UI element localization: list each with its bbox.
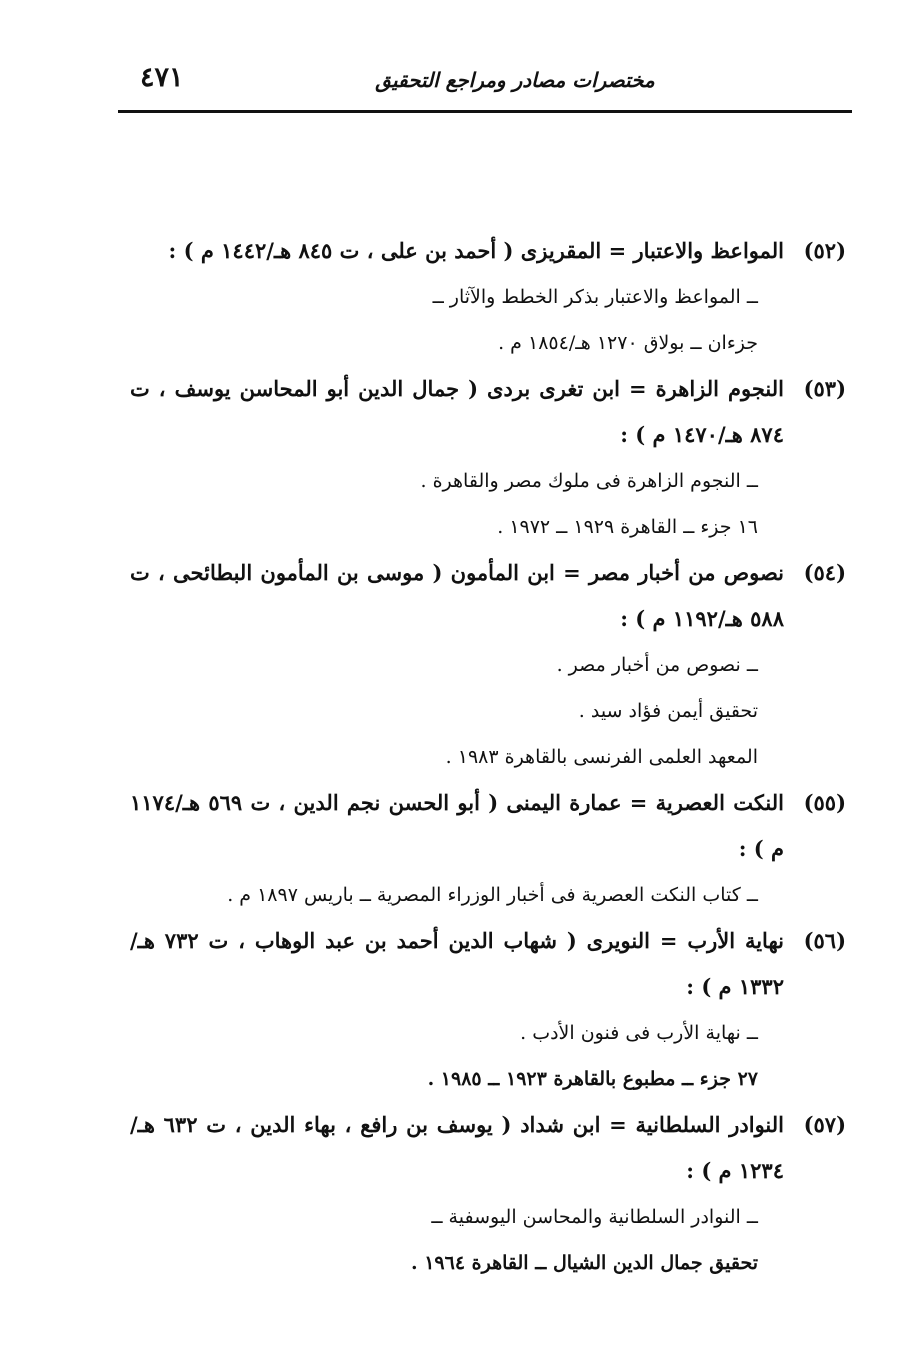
entry-line: جزءان ــ بولاق ١٢٧٠ هـ/١٨٥٤ م . [498,332,758,354]
reference-entry-57 [130,1102,846,1286]
entry-heading [130,228,846,274]
entry-line: ــ المواعظ والاعتبار بذكر الخطط والآثار ــ [432,286,758,308]
reference-entry-52 [130,228,846,366]
entry-number: (٥٤) [803,560,846,585]
entry-number: (٥٥) [803,790,846,815]
entry-number: (٥٦) [803,928,846,953]
entry-line: ــ كتاب النكت العصرية فى أخبار الوزراء المصرية ــ باريس ١٨٩٧ م . [227,884,758,906]
page-number: ٤٧١ [140,62,184,93]
entry-line: تحقيق أيمن فؤاد سيد . [578,700,758,722]
reference-entry-53 [130,366,846,550]
entry-number: (٥٢) [803,238,846,263]
entry-heading [130,366,846,458]
entry-number: (٥٧) [803,1112,846,1137]
reference-entry-55 [130,780,846,918]
entry-title: المواعظ والاعتبار = المقريزى ( أحمد بن على ، ت ٨٤٥ هـ/١٤٤٢ م ) : [168,238,784,263]
entry-title: النوادر السلطانية = ابن شداد ( يوسف بن رافع ، بهاء الدين ، ت ٦٣٢ هـ/ ١٢٣٤ م ) : [130,1112,784,1183]
entry-line: ــ النوادر السلطانية والمحاسن اليوسفية ــ [431,1206,758,1228]
entry-heading [130,780,846,872]
running-title: مختصرات مصادر ومراجع التحقيق [375,68,655,92]
entry-line: ١٦ جزء ــ القاهرة ١٩٢٩ ــ ١٩٧٢ . [497,516,758,538]
entry-line: ٢٧ جزء ــ مطبوع بالقاهرة ١٩٢٣ ــ ١٩٨٥ . [427,1068,758,1090]
entry-line: المعهد العلمى الفرنسى بالقاهرة ١٩٨٣ . [445,746,758,768]
entry-title: نصوص من أخبار مصر = ابن المأمون ( موسى بن المأمون البطائحى ، ت ٥٨٨ هـ/١١٩٢ م ) : [130,560,784,631]
entry-title: نهاية الأرب = النويرى ( شهاب الدين أحمد بن عبد الوهاب ، ت ٧٣٢ هـ/ ١٣٣٢ م ) : [130,928,784,999]
entry-line: تحقيق جمال الدين الشيال ــ القاهرة ١٩٦٤ . [410,1252,758,1274]
page-header [118,62,852,104]
reference-list [130,228,846,1286]
reference-entry-54 [130,550,846,780]
entry-heading [130,550,846,642]
entry-number: (٥٣) [803,376,846,401]
reference-entry-56 [130,918,846,1102]
entry-line: ــ نصوص من أخبار مصر . [556,654,758,676]
header-rule [118,110,852,113]
entry-heading [130,1102,846,1194]
entry-title: النجوم الزاهرة = ابن تغرى بردى ( جمال الدين أبو المحاسن يوسف ، ت ٨٧٤ هـ/١٤٧٠ م ) : [130,376,784,447]
entry-heading [130,918,846,1010]
entry-line: ــ نهاية الأرب فى فنون الأدب . [520,1022,758,1044]
entry-title: النكت العصرية = عمارة اليمنى ( أبو الحسن نجم الدين ، ت ٥٦٩ هـ/١١٧٤ م ) : [130,790,784,861]
entry-line: ــ النجوم الزاهرة فى ملوك مصر والقاهرة . [420,470,758,492]
